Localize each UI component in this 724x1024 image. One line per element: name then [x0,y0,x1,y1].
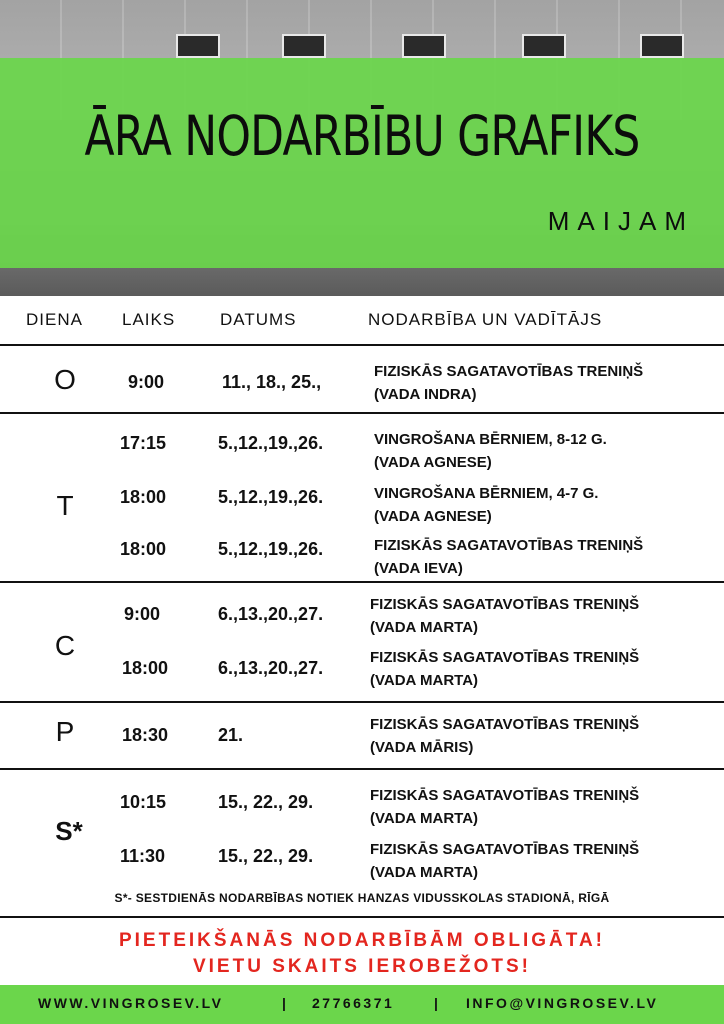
divider [0,916,724,918]
activity-cell [370,593,639,639]
coach-name: (VADA MARTA) [370,810,479,827]
warning-limited: VIETU SKAITS IEROBEŽOTS! [192,956,532,977]
time-cell: 18:00 [120,487,167,507]
saturday-note: S*- SESTDIENĀS NODARBĪBAS NOTIEK HANZAS VIDUSSKOLAS STADIONĀ, RĪGĀ [114,891,610,905]
day-label: O [54,364,76,395]
dates-cell: 11., 18., 25., [222,372,322,392]
window-decoration [282,34,326,58]
dates-cell: 5.,12.,19.,26. [218,433,324,453]
coach-name: (VADA INDRA) [374,386,477,403]
warning-registration: PIETEIKŠANĀS NODARBĪBĀM OBLIGĀTA! [118,930,606,951]
divider [0,344,724,346]
dates-cell: 6.,13.,20.,27. [218,658,324,678]
activity-cell [370,646,639,692]
divider [0,768,724,770]
divider [0,581,724,583]
activity-name: FIZISKĀS SAGATAVOTĪBAS TRENIŅŠ [370,841,640,858]
activity-cell [374,360,643,406]
header-laiks: LAIKS [122,310,176,329]
activity-name: VINGROŠANA BĒRNIEM, 4-7 G. [374,485,599,502]
activity-name: FIZISKĀS SAGATAVOTĪBAS TRENIŅŠ [374,537,644,554]
footer-separator: | [282,995,289,1011]
activity-cell [374,428,607,474]
time-cell: 18:30 [122,725,169,745]
coach-name: (VADA MARTA) [370,864,479,881]
activity-name: FIZISKĀS SAGATAVOTĪBAS TRENIŅŠ [370,596,640,613]
header-datums: DATUMS [220,310,297,329]
table-header [0,296,724,344]
header-nodarbiba: NODARBĪBA UN VADĪTĀJS [368,310,603,329]
coach-name: (VADA AGNESE) [374,454,492,471]
activity-name: FIZISKĀS SAGATAVOTĪBAS TRENIŅŠ [370,716,640,733]
divider [0,412,724,414]
activity-name: FIZISKĀS SAGATAVOTĪBAS TRENIŅŠ [370,787,640,804]
window-decoration [176,34,220,58]
dates-cell: 21. [218,725,244,745]
dates-cell: 6.,13.,20.,27. [218,604,324,624]
day-label: C [54,630,76,661]
time-cell: 9:00 [124,604,161,624]
window-decoration [522,34,566,58]
footer-bar [0,985,724,1024]
day-label: T [56,490,74,521]
activity-cell [370,713,639,759]
activity-cell [374,482,598,528]
email-link[interactable]: INFO@VINGROSEV.LV [466,995,659,1011]
time-cell: 11:30 [120,846,166,866]
activity-cell [370,838,639,884]
coach-name: (VADA IEVA) [374,560,463,577]
coach-name: (VADA MARTA) [370,619,479,636]
day-label: P [55,716,75,747]
activity-name: FIZISKĀS SAGATAVOTĪBAS TRENIŅŠ [374,363,644,380]
dates-cell: 15., 22., 29. [218,792,314,812]
window-decoration [402,34,446,58]
coach-name: (VADA MĀRIS) [370,739,474,756]
dates-cell: 5.,12.,19.,26. [218,487,324,507]
coach-name: (VADA MARTA) [370,672,479,689]
coach-name: (VADA AGNESE) [374,508,492,525]
page-subtitle: MAIJAM [547,206,694,236]
activity-cell [370,784,639,830]
time-cell: 17:15 [120,433,167,453]
time-cell: 18:00 [122,658,169,678]
phone-number[interactable]: 27766371 [312,995,395,1011]
dates-cell: 5.,12.,19.,26. [218,539,324,559]
activity-name: FIZISKĀS SAGATAVOTĪBAS TRENIŅŠ [370,649,640,666]
window-decoration [640,34,684,58]
time-cell: 9:00 [128,372,165,392]
activity-cell [374,534,643,580]
time-cell: 18:00 [120,539,167,559]
footer-separator: | [434,995,441,1011]
header-diena: DIENA [26,310,83,329]
time-cell: 10:15 [120,792,167,812]
activity-name: VINGROŠANA BĒRNIEM, 8-12 G. [374,431,607,448]
dates-cell: 15., 22., 29. [218,846,314,866]
divider [0,701,724,703]
day-label: S* [55,816,83,846]
website-link[interactable]: WWW.VINGROSEV.LV [38,995,224,1011]
page-title: ĀRA NODARBĪBU GRAFIKS [84,104,640,168]
